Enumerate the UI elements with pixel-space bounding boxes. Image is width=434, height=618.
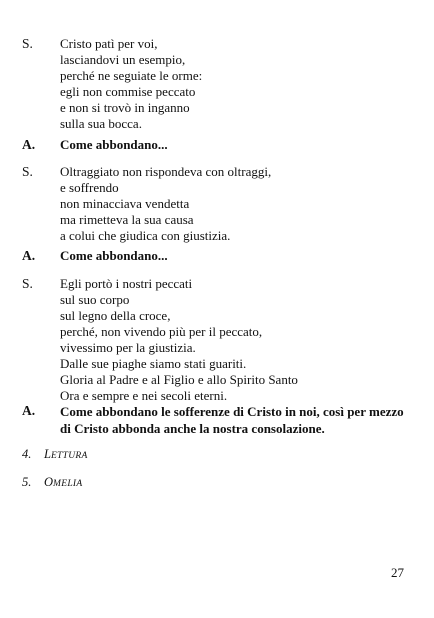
speaker-label: S. — [22, 164, 33, 179]
assembly-label: A. — [22, 137, 36, 152]
verse-line: sulla sua bocca. — [60, 116, 142, 131]
verse-line: ma rimetteva la sua causa — [60, 212, 194, 227]
item-title-initial: O — [44, 475, 54, 489]
verse-line: e non si trovò in inganno — [60, 100, 190, 115]
verse-line: lasciandovi un esempio, — [60, 52, 186, 67]
speaker-label: S. — [22, 36, 33, 51]
verse-line: perché ne seguiate le orme: — [60, 68, 203, 83]
speaker-label: S. — [22, 276, 33, 291]
item-number: 4. — [22, 447, 32, 461]
verse-line: e soffrendo — [60, 180, 119, 195]
item-number: 5. — [22, 475, 32, 489]
verse-line: Egli portò i nostri peccati — [60, 276, 193, 291]
verse-lines — [60, 36, 202, 132]
verse-line: Ora e sempre e nei secoli eterni. — [60, 388, 228, 403]
verse-line: Dalle sue piaghe siamo stati guariti. — [60, 356, 247, 371]
page-number: 27 — [391, 565, 404, 580]
verse-line: Oltraggiato non rispondeva con oltraggi, — [60, 164, 272, 179]
response-text: Come abbondano... — [60, 248, 168, 263]
rite-item-omelia — [22, 474, 83, 492]
verse-line: Gloria al Padre e al Figlio e allo Spirito Santo — [60, 372, 298, 387]
verse-line: perché, non vivendo più per il peccato, — [60, 324, 263, 339]
item-title-initial: L — [44, 447, 51, 461]
assembly-label: A. — [22, 248, 36, 263]
rite-item-lettura — [22, 446, 88, 464]
verse-line: vivessimo per la giustizia. — [60, 340, 196, 355]
item-title-rest: MELIA — [53, 479, 83, 489]
verse-line: a colui che giudica con giustizia. — [60, 228, 231, 243]
response-text: Come abbondano... — [60, 137, 168, 152]
verse-lines — [60, 164, 271, 244]
verse-line: Cristo patì per voi, — [60, 36, 158, 51]
verse-line: egli non commise peccato — [60, 84, 196, 99]
response-text: Come abbondano le sofferenze di Cristo in noi, così per mezzo di Cristo abbonda anche la nostra consolazione. — [60, 404, 404, 436]
verse-line: non minacciava vendetta — [60, 196, 190, 211]
verse-lines — [60, 276, 298, 404]
verse-line: sul legno della croce, — [60, 308, 171, 323]
verse-line: sul suo corpo — [60, 292, 130, 307]
assembly-label: A. — [22, 403, 36, 418]
item-title-rest: ETTURA — [50, 451, 88, 461]
